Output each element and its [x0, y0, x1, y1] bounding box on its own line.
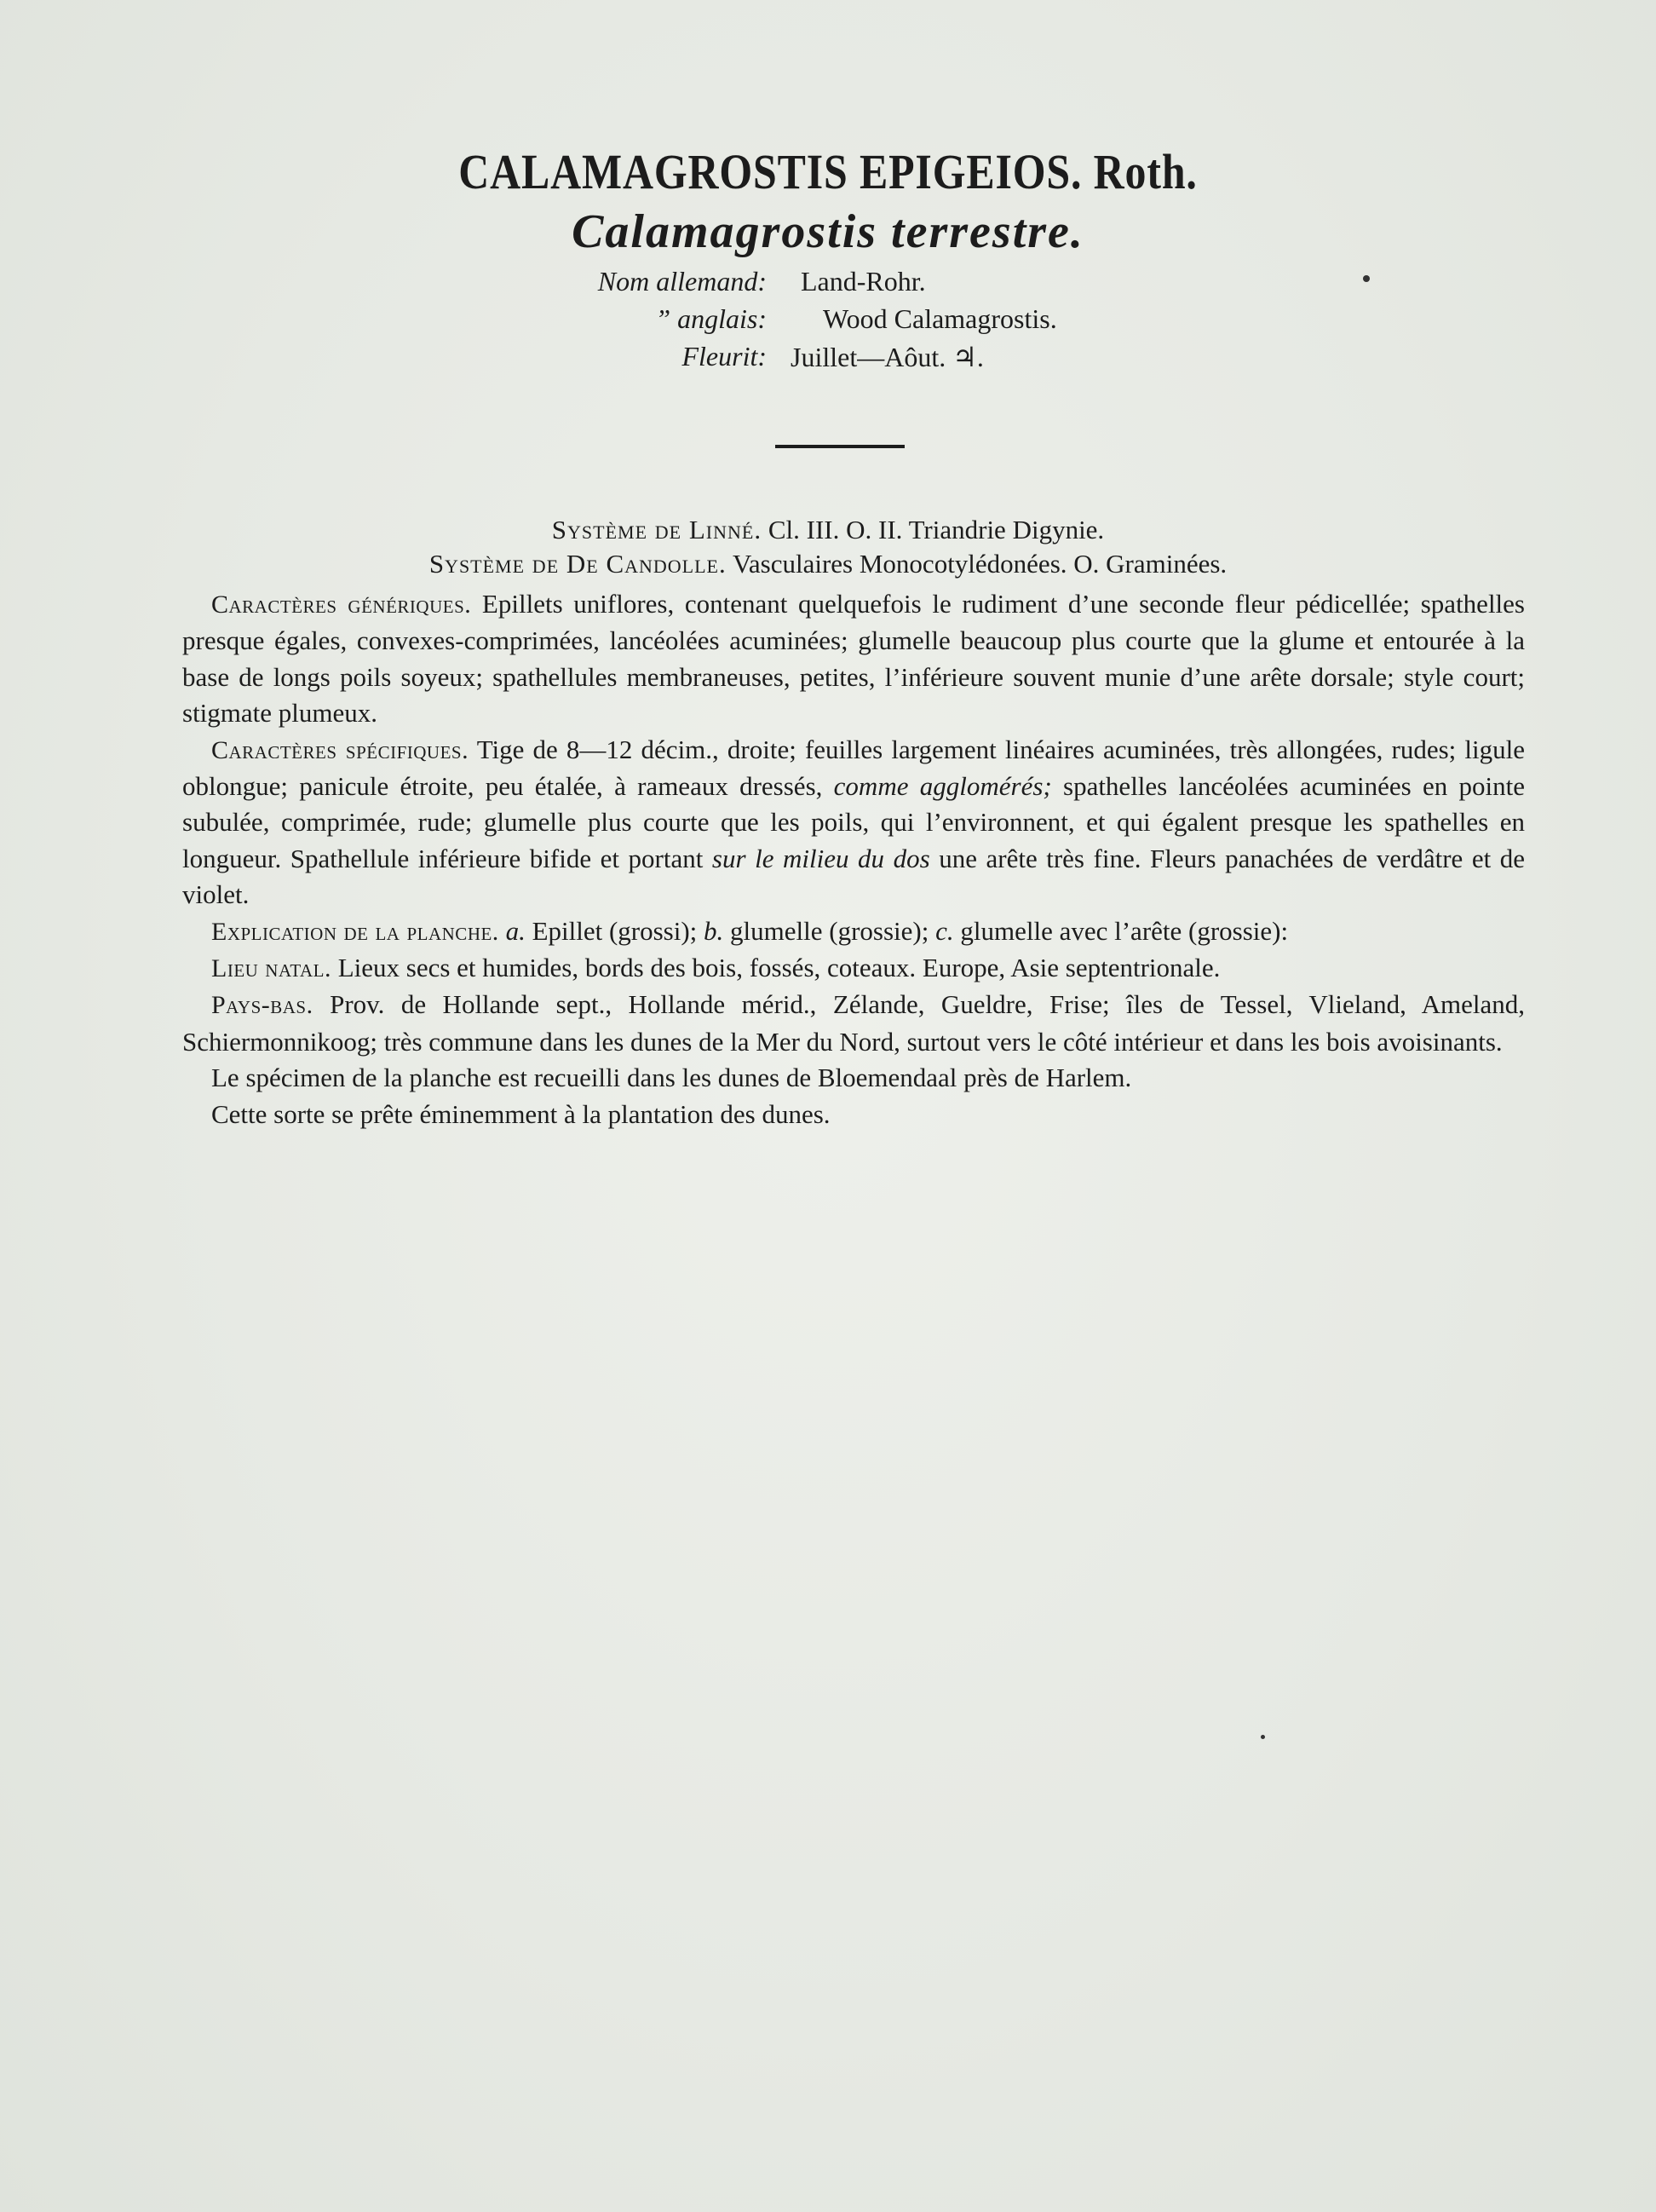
figure-caption: Epillet (grossi); [532, 915, 698, 946]
specific-text: spathelles lancéolées acuminées en pointe subulée, comprimée, rude; glumelle plus courte que les poils, qui l’environnent, et qui égalent presque les spathelles en longueur. Spathellule inférieure bifide et portant [182, 771, 1526, 873]
specific-text: Tige de 8—12 décim., droite; feuilles largement linéaires acuminées, très allongées, rudes; ligule oblongue; panicule étroite, peu étalée, à rameaux dressés, [182, 734, 1525, 802]
ink-speck [1261, 1735, 1265, 1739]
figure-caption: glumelle avec l’arête (grossie): [960, 915, 1289, 946]
generic-characters [182, 586, 1525, 732]
name-label: Fleurit: [681, 341, 767, 372]
generic-label: Caractères génériques. [211, 590, 472, 619]
plate-explanation [182, 913, 1525, 950]
system-candolle-text: Vasculaires Monocotylédonées. O. Graminées. [732, 549, 1228, 579]
plantation-note: Cette sorte se prête éminemment à la plantation des dunes. [211, 1098, 831, 1129]
specific-label: Caractères spécifiques. [211, 735, 469, 764]
figure-caption: glumelle (grossie); [730, 915, 929, 946]
name-value: Wood Calamagrostis. [823, 303, 1057, 334]
native-habitat [182, 950, 1525, 987]
lieu-label: Lieu natal. [211, 954, 331, 983]
name-label: Nom allemand: [597, 266, 767, 297]
lieu-text: Lieux secs et humides, bords des bois, fossés, coteaux. Europe, Asie septentrionale. [337, 953, 1221, 983]
specific-characters [182, 732, 1525, 913]
specific-text: une arête très fine. Fleurs panachées de verdâtre et de violet. [182, 843, 1526, 910]
specific-italic: comme agglomérés; [833, 771, 1052, 802]
specimen-note: Le spécimen de la planche est recueilli dans les dunes de Bloemendaal près de Harlem. [211, 1063, 1132, 1093]
paysbas-text: Prov. de Hollande sept., Hollande mérid., Zélande, Gueldre, Frise; îles de Tessel, Vlieland, Ameland, Schiermonnikoog; très commune dans les dunes de la Mer du Nord, surtout vers le côté intérieur et dans les bois avoisinants. [182, 989, 1526, 1057]
name-label: ” anglais: [655, 303, 767, 334]
netherlands-distribution [182, 987, 1525, 1060]
paysbas-label: Pays-bas. [211, 991, 313, 1020]
system-candolle-label: Système de De Candolle. [428, 549, 727, 579]
figure-letter: c. [935, 915, 954, 946]
generic-text: Epillets uniflores, contenant quelquefois le rudiment d’une seconde fleur pédicellée; spathelles presque égales, convexes-comprimées, lancéolées acuminées; glumelle beaucoup plus courte que la glume et entourée à la base de longs poils soyeux; spathellules membraneuses, petites, l’inférieure souvent munie d’une arête dorsale; style court; stigmate plumeux. [182, 589, 1525, 729]
system-candolle [0, 549, 1656, 579]
system-linne-label: Système de Linné. [551, 515, 762, 544]
system-linne [0, 515, 1656, 545]
figure-letter: a. [505, 915, 526, 946]
page-subtitle: Calamagrostis terrestre. [572, 205, 1084, 258]
specific-italic: sur le milieu du dos [711, 843, 930, 873]
separator-rule [775, 445, 905, 448]
figure-letter: b. [704, 915, 724, 946]
system-linne-text: Cl. III. O. II. Triandrie Digynie. [768, 515, 1105, 544]
name-value: Land-Rohr. [801, 266, 926, 297]
description-body [182, 586, 1525, 1132]
page-title: CALAMAGROSTIS EPIGEIOS. Roth. [458, 144, 1198, 199]
explication-label: Explication de la planche. [211, 917, 499, 946]
show-through-text [170, 1210, 1550, 1246]
name-value: Juillet—Aôut. ♃. [791, 342, 984, 372]
ink-speck [1363, 275, 1370, 282]
